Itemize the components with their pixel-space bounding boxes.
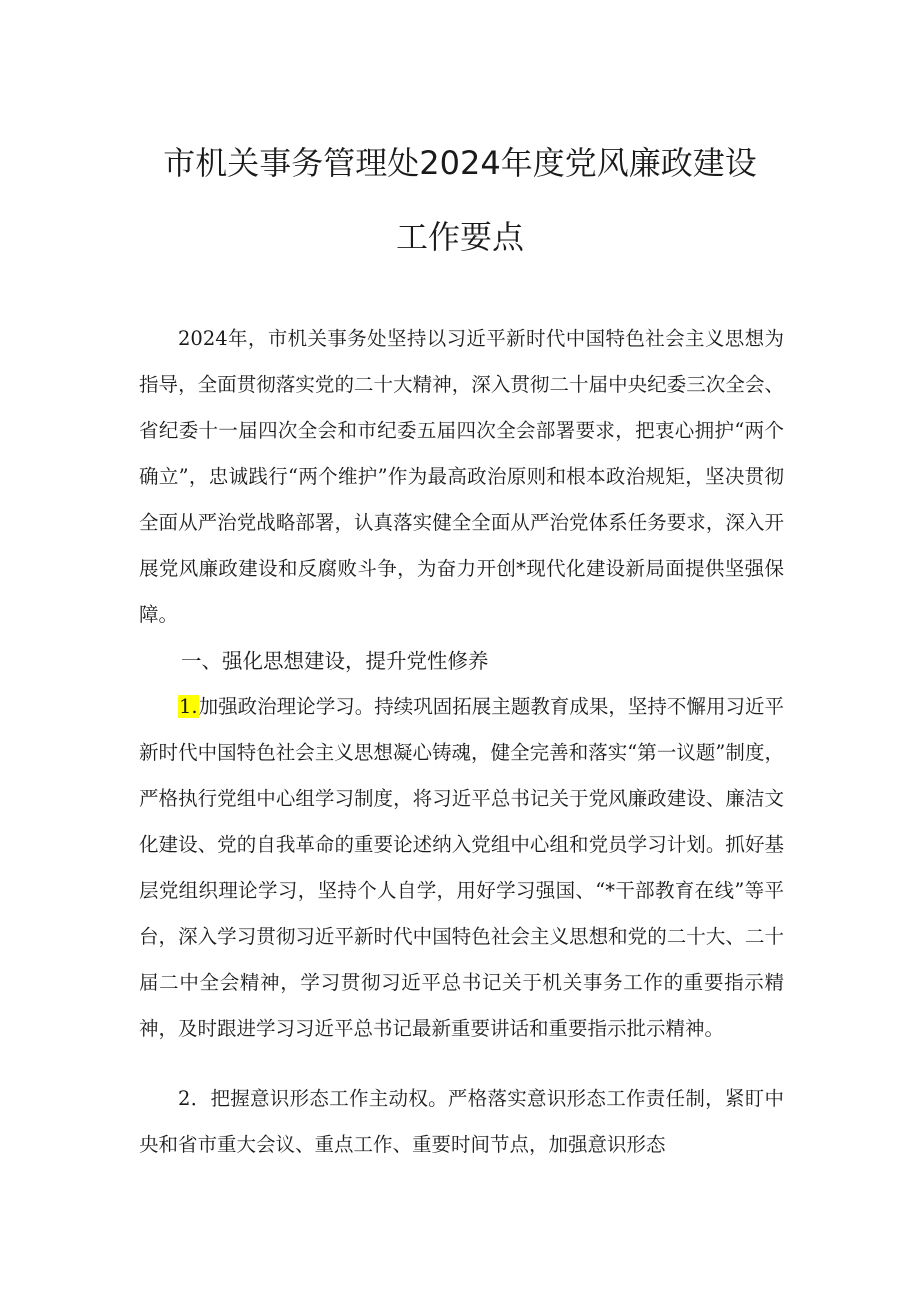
item-2-paragraph: 2．把握意识形态工作主动权。严格落实意识形态工作责任制，紧盯中央和省市重大会议、重点工作、重要时间节点，加强意识形态 — [139, 1087, 784, 1156]
document-title-line-2: 工作要点 — [395, 218, 524, 256]
section-1-heading: 一、强化思想建设，提升党性修养 — [181, 649, 489, 673]
document-title-line-1: 市机关事务管理处2024年度党风廉政建设 — [163, 144, 757, 182]
item-1-paragraph — [139, 684, 784, 1052]
item-1-text: 加强政治理论学习。持续巩固拓展主题教育成果，坚持不懈用习近平新时代中国特色社会主义思想凝心铸魂，健全完善和落实“第一议题”制度，严格执行党组中心组学习制度，将习近平总书记关于党风廉政建设、廉洁文化建设、党的自我革命的重要论述纳入党组中心组和党员学习计划。抓好基层党组织理论学习，坚持个人自学，用好学习强国、“*干部教育在线”等平台，深入学习贯彻习近平新时代中国特色社会主义思想和党的二十大、二十届二中全会精神，学习贯彻习近平总书记关于机关事务工作的重要指示精神，及时跟进学习习近平总书记最新重要讲话和重要指示批示精神。 — [139, 695, 784, 1040]
intro-paragraph: 2024年，市机关事务处坚持以习近平新时代中国特色社会主义思想为指导，全面贯彻落实党的二十大精神，深入贯彻二十届中央纪委三次全会、省纪委十一届四次全会和市纪委五届四次全会部署要求，把衷心拥护“两个确立”，忠诚践行“两个维护”作为最高政治原则和根本政治规矩，坚决贯彻全面从严治党战略部署，认真落实健全全面从严治党体系任务要求，深入开展党风廉政建设和反腐败斗争，为奋力开创*现代化建设新局面提供坚强保障。 — [139, 327, 784, 626]
item-1-number-highlight: 1. — [179, 695, 198, 718]
document-body — [139, 316, 784, 1168]
